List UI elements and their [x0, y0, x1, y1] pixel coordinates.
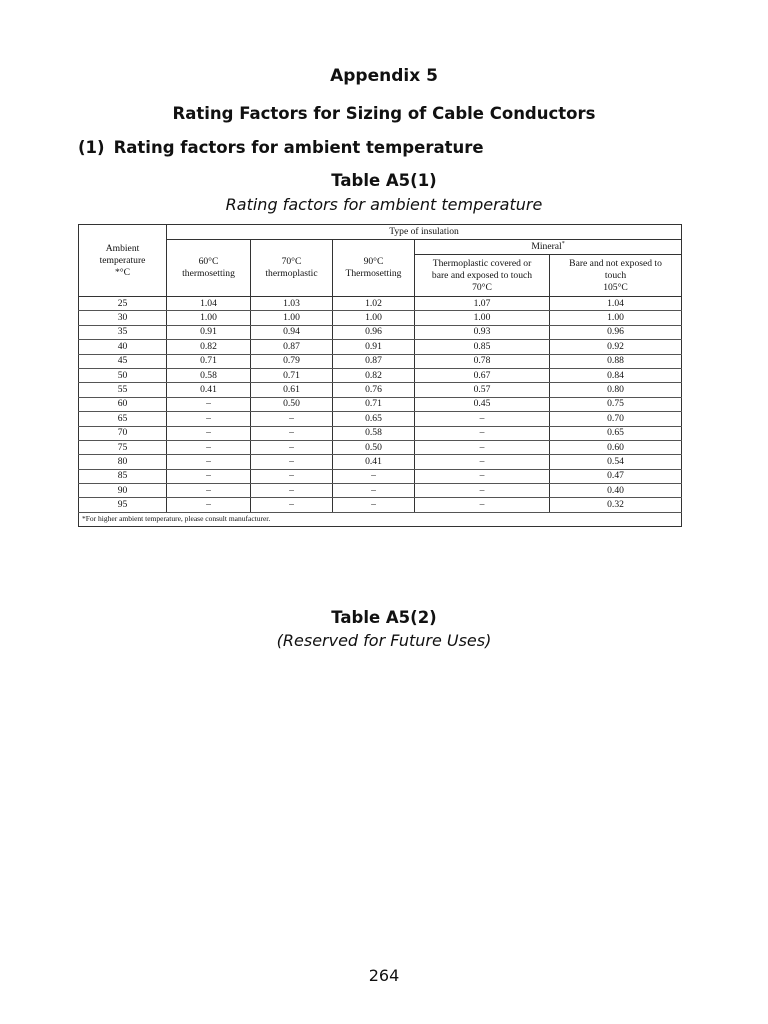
- table-row: [79, 498, 682, 512]
- rating-factor-cell: 1.00: [251, 311, 333, 325]
- rating-factor-cell: 1.00: [167, 311, 251, 325]
- rating-factor-cell: –: [167, 455, 251, 469]
- rating-factor-cell: –: [167, 498, 251, 512]
- rating-factor-cell: 0.88: [550, 354, 682, 368]
- section-title: Rating factors for ambient temperature: [113, 138, 484, 157]
- rating-factor-cell: 0.65: [550, 426, 682, 440]
- table-row: [79, 397, 682, 411]
- ambient-temperature-cell: 35: [79, 325, 167, 339]
- ambient-temperature-cell: 70: [79, 426, 167, 440]
- mineral-header: Mineral*: [415, 240, 682, 255]
- rating-factor-cell: –: [251, 484, 333, 498]
- rating-factor-cell: –: [415, 469, 550, 483]
- rating-factor-cell: 0.41: [333, 455, 415, 469]
- rating-factors-table: [78, 224, 682, 527]
- rating-factor-cell: 0.75: [550, 397, 682, 411]
- table-row: [79, 340, 682, 354]
- table-row: [79, 297, 682, 311]
- table-a5-1-label: Table A5(1): [331, 171, 437, 190]
- rating-factor-cell: 0.96: [550, 325, 682, 339]
- rating-factor-cell: 0.71: [251, 368, 333, 382]
- table-row: [79, 469, 682, 483]
- rating-factor-cell: 0.76: [333, 383, 415, 397]
- rating-factor-cell: 0.65: [333, 412, 415, 426]
- ambient-temperature-cell: 95: [79, 498, 167, 512]
- rating-factor-cell: 0.57: [415, 383, 550, 397]
- rating-factor-cell: 0.32: [550, 498, 682, 512]
- rating-factor-cell: 0.70: [550, 412, 682, 426]
- rating-factor-cell: 0.67: [415, 368, 550, 382]
- ambient-temperature-cell: 40: [79, 340, 167, 354]
- table-a5-2-label: Table A5(2): [331, 608, 437, 627]
- col-90c-header: 90°C Thermosetting: [333, 240, 415, 297]
- table-a5-1-caption: Rating factors for ambient temperature: [225, 195, 543, 214]
- rating-factor-cell: 0.93: [415, 325, 550, 339]
- rating-factor-cell: 1.00: [550, 311, 682, 325]
- rating-factor-cell: 1.03: [251, 297, 333, 311]
- rating-factor-cell: –: [333, 469, 415, 483]
- rating-factor-cell: 0.87: [333, 354, 415, 368]
- rating-factor-cell: –: [167, 426, 251, 440]
- rating-factor-cell: 0.91: [167, 325, 251, 339]
- rating-factor-cell: 0.94: [251, 325, 333, 339]
- rating-factor-cell: –: [167, 397, 251, 411]
- table-footnote: *For higher ambient temperature, please consult manufacturer.: [79, 512, 682, 526]
- table-row: [79, 455, 682, 469]
- page-number: 264: [368, 966, 400, 985]
- rating-factor-cell: 0.91: [333, 340, 415, 354]
- rating-factor-cell: 1.00: [333, 311, 415, 325]
- rating-factor-cell: 0.60: [550, 440, 682, 454]
- rating-factor-cell: –: [415, 412, 550, 426]
- table-row: [79, 412, 682, 426]
- rating-factor-cell: 0.41: [167, 383, 251, 397]
- rating-factor-cell: 1.02: [333, 297, 415, 311]
- table-row: [79, 383, 682, 397]
- ambient-temperature-cell: 30: [79, 311, 167, 325]
- col-70c-header: 70°C thermoplastic: [251, 240, 333, 297]
- rating-factor-cell: –: [415, 426, 550, 440]
- table-row: [79, 325, 682, 339]
- page-title: Rating Factors for Sizing of Cable Conductors: [172, 104, 596, 123]
- rating-factor-cell: 0.71: [167, 354, 251, 368]
- footnote-mark: *: [561, 240, 565, 247]
- rating-factor-cell: –: [167, 412, 251, 426]
- rating-factor-cell: 0.84: [550, 368, 682, 382]
- rating-factor-cell: 0.50: [251, 397, 333, 411]
- ambient-temperature-cell: 85: [79, 469, 167, 483]
- col-mineral-105c-header: Bare and not exposed to touch 105°C: [550, 255, 682, 297]
- rating-factor-cell: –: [167, 469, 251, 483]
- rating-factor-cell: 0.82: [333, 368, 415, 382]
- section-number: (1): [78, 138, 105, 157]
- rating-factor-cell: 1.04: [550, 297, 682, 311]
- table-row: [79, 426, 682, 440]
- rating-factor-cell: –: [251, 455, 333, 469]
- ambient-temperature-cell: 80: [79, 455, 167, 469]
- rating-factor-cell: 0.54: [550, 455, 682, 469]
- rating-factor-cell: 0.96: [333, 325, 415, 339]
- rating-table-body: [79, 297, 682, 513]
- rating-factor-cell: 0.45: [415, 397, 550, 411]
- rating-factor-cell: –: [167, 484, 251, 498]
- rating-factor-cell: –: [251, 426, 333, 440]
- table-row: [79, 354, 682, 368]
- rating-factor-cell: –: [251, 498, 333, 512]
- type-of-insulation-header: Type of insulation: [167, 225, 682, 240]
- table-row: [79, 440, 682, 454]
- table-row: [79, 368, 682, 382]
- ambient-temperature-cell: 60: [79, 397, 167, 411]
- rating-factor-cell: 0.79: [251, 354, 333, 368]
- table-row: [79, 484, 682, 498]
- rating-factor-cell: –: [415, 455, 550, 469]
- rating-factor-cell: –: [415, 440, 550, 454]
- ambient-temperature-cell: 75: [79, 440, 167, 454]
- rating-factor-cell: 0.80: [550, 383, 682, 397]
- rating-factor-cell: 1.04: [167, 297, 251, 311]
- rating-factor-cell: –: [251, 469, 333, 483]
- rating-factor-cell: –: [333, 498, 415, 512]
- ambient-temperature-header: Ambient temperature *°C: [79, 225, 167, 297]
- rating-factor-cell: –: [251, 440, 333, 454]
- rating-factor-cell: 0.47: [550, 469, 682, 483]
- rating-factor-cell: 1.07: [415, 297, 550, 311]
- rating-factor-cell: –: [167, 440, 251, 454]
- rating-factor-cell: 0.82: [167, 340, 251, 354]
- rating-factor-cell: 0.61: [251, 383, 333, 397]
- rating-factor-cell: 0.58: [167, 368, 251, 382]
- ambient-temperature-cell: 55: [79, 383, 167, 397]
- rating-factor-cell: –: [333, 484, 415, 498]
- rating-factor-cell: –: [251, 412, 333, 426]
- col-mineral-70c-header: Thermoplastic covered or bare and exposed to touch 70°C: [415, 255, 550, 297]
- rating-factor-cell: 0.87: [251, 340, 333, 354]
- table-row: [79, 311, 682, 325]
- rating-factor-cell: 1.00: [415, 311, 550, 325]
- rating-factor-cell: –: [415, 498, 550, 512]
- col-60c-header: 60°C thermosetting: [167, 240, 251, 297]
- rating-factor-cell: 0.40: [550, 484, 682, 498]
- rating-factor-cell: 0.58: [333, 426, 415, 440]
- rating-factor-cell: 0.50: [333, 440, 415, 454]
- ambient-temperature-cell: 45: [79, 354, 167, 368]
- ambient-temperature-cell: 65: [79, 412, 167, 426]
- section-heading: [78, 138, 484, 157]
- rating-factor-cell: 0.92: [550, 340, 682, 354]
- rating-factor-cell: –: [415, 484, 550, 498]
- rating-factor-cell: 0.71: [333, 397, 415, 411]
- ambient-temperature-cell: 90: [79, 484, 167, 498]
- appendix-heading: Appendix 5: [330, 66, 438, 86]
- ambient-temperature-cell: 25: [79, 297, 167, 311]
- ambient-temperature-cell: 50: [79, 368, 167, 382]
- rating-factor-cell: 0.85: [415, 340, 550, 354]
- rating-factor-cell: 0.78: [415, 354, 550, 368]
- table-a5-2-caption: (Reserved for Future Uses): [276, 631, 492, 650]
